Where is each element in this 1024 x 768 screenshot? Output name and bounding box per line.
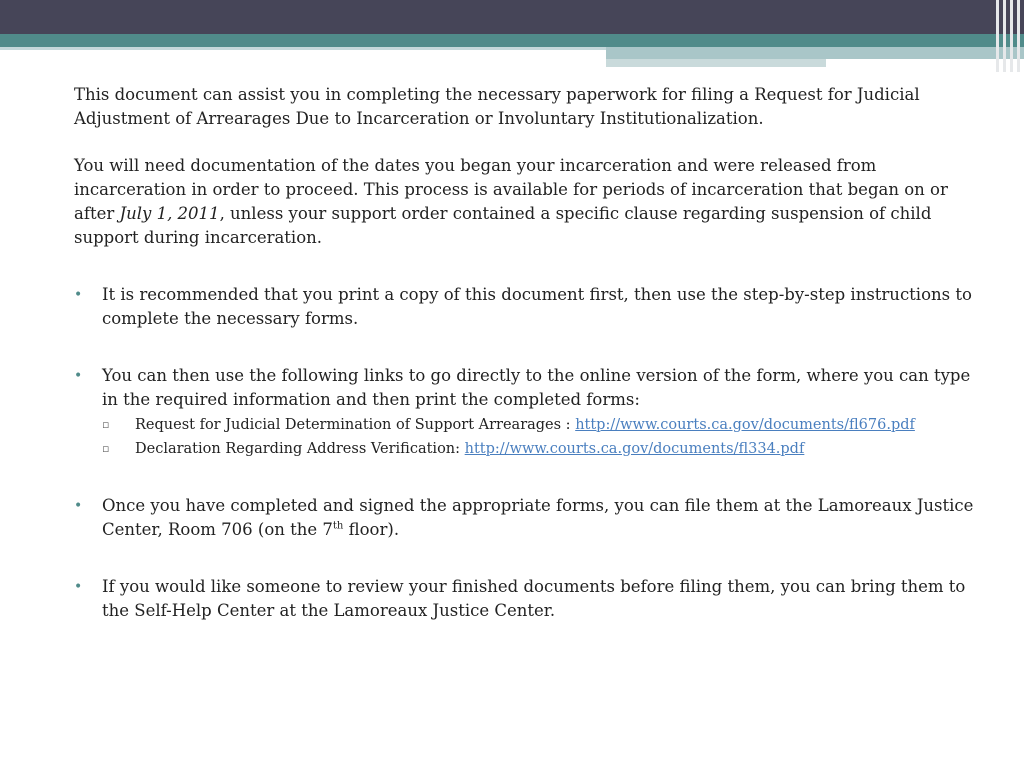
bullet-text-start: Once you have completed and signed the appropriate forms, you can file them at the Lamoreaux Justice Center, Room 706 (on the 7 [102, 496, 974, 539]
intro-paragraph-2-start: You will need documentation of the dates you began your incarceration and were released from incarceration in order to proceed. This process is available for periods of incarceration that began on or after [74, 156, 948, 223]
sub-bullet-glyph: ▫ [102, 418, 110, 431]
bullet-text: You can then use the following links to go directly to the online version of the form, where you can type in the required information and then print the completed forms: [102, 366, 971, 409]
bullet-online-links [74, 364, 974, 461]
intro-paragraph-2-end: , unless your support order contained a specific clause regarding suspension of child support during incarceration. [74, 204, 932, 247]
header-band-teal [0, 34, 1024, 47]
effective-date: July 1, 2011 [119, 204, 220, 223]
sub-bullet-glyph: ▫ [102, 442, 110, 455]
fl676-link[interactable]: http://www.courts.ca.gov/documents/fl676.pdf [575, 417, 915, 433]
bullet-text-end: floor). [343, 520, 400, 539]
intro-paragraph-1: This document can assist you in completing the necessary paperwork for filing a Request for Judicial Adjustment of Arrearages Due to Incarceration or Involuntary Institutionalization. [74, 85, 920, 128]
bullet-review-documents [74, 575, 974, 623]
bullet-text: It is recommended that you print a copy of this document first, then use the step-by-step instructions to complete the necessary forms. [102, 285, 972, 328]
header-band-dark [0, 0, 1024, 34]
header-band-thin [0, 47, 606, 50]
bullet-list [74, 283, 974, 623]
bullet-dot: • [74, 498, 83, 514]
intro-paragraph-2 [74, 154, 974, 250]
sub-item-fl334 [102, 437, 974, 461]
fl334-link[interactable]: http://www.courts.ca.gov/documents/fl334.pdf [464, 441, 805, 457]
bullet-file-forms [74, 494, 974, 542]
sub-item-label: Request for Judicial Determination of Support Arrearages : [135, 417, 576, 433]
header-stripes [994, 0, 1024, 72]
sub-item-label: Declaration Regarding Address Verification: [135, 441, 465, 457]
link-sub-list [102, 413, 974, 461]
header-band-light [606, 47, 1024, 59]
sub-item-fl676 [102, 413, 974, 437]
header-band-small [606, 59, 826, 67]
bullet-text: If you would like someone to review your finished documents before filing them, you can bring them to the Self-Help Center at the Lamoreaux Justice Center. [102, 577, 966, 620]
slide-content [74, 83, 974, 656]
bullet-dot: • [74, 287, 83, 303]
bullet-dot: • [74, 579, 83, 595]
bullet-print-document [74, 283, 974, 331]
bullet-dot: • [74, 368, 83, 384]
ordinal-suffix: th [332, 520, 344, 532]
